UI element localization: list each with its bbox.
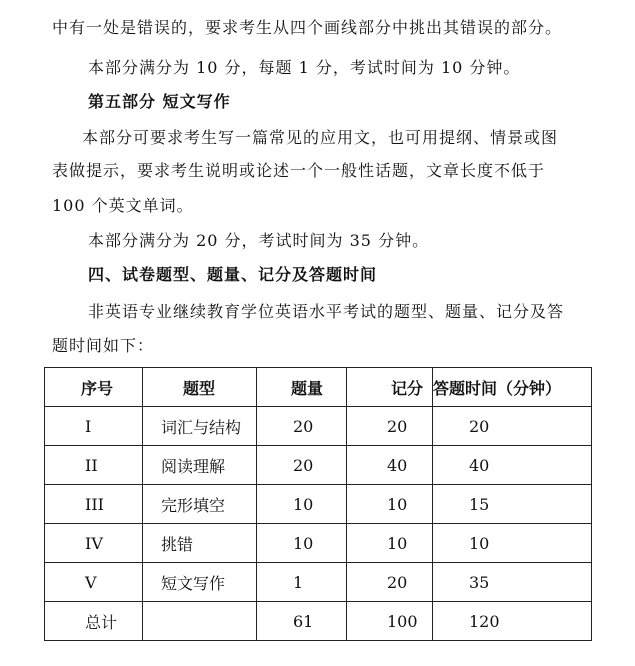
- header-type: 题型: [143, 368, 257, 407]
- paragraph-error-spotting-end: 中有一处是错误的，要求考生从四个画线部分中挑出其错误的部分。: [52, 18, 563, 37]
- table-total-row: [45, 602, 592, 641]
- paragraph-part5-line3: 100 个英文单词。: [52, 196, 194, 215]
- cell-score: 20: [347, 407, 433, 446]
- header-time: 答题时间（分钟）: [433, 368, 592, 407]
- cell-type: 挑错: [143, 524, 257, 563]
- table-header-row: [45, 368, 592, 407]
- cell-count: 61: [257, 602, 347, 641]
- cell-time: 120: [433, 602, 592, 641]
- cell-count: 20: [257, 407, 347, 446]
- cell-time: 10: [433, 524, 592, 563]
- table-row: [45, 524, 592, 563]
- paragraph-intro-line2: 题时间如下：: [52, 336, 155, 355]
- cell-score: 20: [347, 563, 433, 602]
- header-number: 序号: [45, 368, 143, 407]
- header-count: 题量: [257, 368, 347, 407]
- cell-type: [143, 602, 257, 641]
- cell-number: II: [45, 446, 143, 485]
- exam-structure-table: [44, 367, 592, 641]
- paragraph-part4-score: 本部分满分为 10 分，每题 1 分，考试时间为 10 分钟。: [88, 58, 521, 77]
- table-row: [45, 563, 592, 602]
- table-row: [45, 485, 592, 524]
- cell-number: V: [45, 563, 143, 602]
- table-row: [45, 446, 592, 485]
- table-row: [45, 407, 592, 446]
- paragraph-intro-line1: 非英语专业继续教育学位英语水平考试的题型、题量、记分及答: [88, 302, 565, 321]
- heading-part5: 第五部分 短文写作: [88, 92, 231, 111]
- cell-count: 20: [257, 446, 347, 485]
- paragraph-part5-line1: 本部分可要求考生写一篇常见的应用文，也可用提纲、情景或图: [82, 128, 559, 147]
- paragraph-part5-score: 本部分满分为 20 分，考试时间为 35 分钟。: [88, 231, 430, 250]
- cell-number: III: [45, 485, 143, 524]
- cell-time: 20: [433, 407, 592, 446]
- cell-type: 阅读理解: [143, 446, 257, 485]
- header-score: 记分: [347, 368, 433, 407]
- cell-time: 40: [433, 446, 592, 485]
- cell-total-label: 总计: [45, 602, 143, 641]
- cell-score: 100: [347, 602, 433, 641]
- cell-time: 15: [433, 485, 592, 524]
- cell-number: IV: [45, 524, 143, 563]
- heading-section4: 四、试卷题型、题量、记分及答题时间: [88, 265, 378, 284]
- cell-type: 短文写作: [143, 563, 257, 602]
- cell-count: 10: [257, 524, 347, 563]
- paragraph-part5-line2: 表做提示，要求考生说明或论述一个一般性话题，文章长度不低于: [52, 161, 546, 180]
- cell-count: 1: [257, 563, 347, 602]
- cell-number: I: [45, 407, 143, 446]
- cell-score: 40: [347, 446, 433, 485]
- cell-score: 10: [347, 524, 433, 563]
- cell-type: 完形填空: [143, 485, 257, 524]
- cell-type: 词汇与结构: [143, 407, 257, 446]
- cell-time: 35: [433, 563, 592, 602]
- cell-score: 10: [347, 485, 433, 524]
- cell-count: 10: [257, 485, 347, 524]
